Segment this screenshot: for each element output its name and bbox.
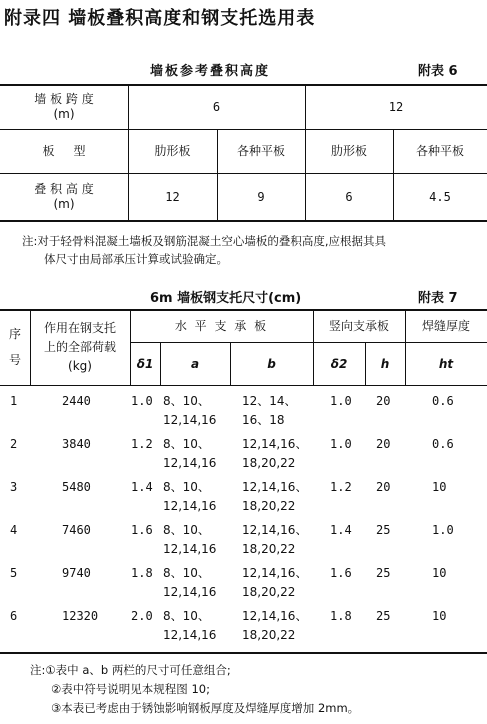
- span-label: 墙 板 跨 度: [34, 92, 94, 106]
- row-b: 12、14、 16、18: [242, 394, 297, 427]
- header-horizontal-plate: 水 平 支 承 板: [174, 318, 269, 333]
- row-ht: 0.6: [432, 437, 454, 451]
- header-ht: ht: [438, 356, 454, 371]
- type-flat-6: 各种平板: [236, 144, 285, 158]
- row-load: 7460: [62, 523, 91, 537]
- row-seq: 1: [10, 394, 18, 408]
- page-title: 附录四 墙板叠积高度和钢支托选用表: [4, 8, 316, 29]
- height-ribbed-12: 6: [345, 189, 353, 204]
- header-b: b: [267, 356, 276, 371]
- row-h: 25: [376, 523, 391, 537]
- row-load: 9740: [62, 566, 91, 580]
- header-h: h: [380, 356, 390, 371]
- row-ht: 1.0: [432, 523, 454, 537]
- row-b: 12,14,16、 18,20,22: [242, 480, 308, 513]
- row-seq: 3: [10, 480, 18, 494]
- header-delta1: δ1: [136, 356, 154, 371]
- type-ribbed-6: 肋形板: [154, 144, 191, 158]
- row-delta1: 1.6: [131, 523, 153, 537]
- row-h: 20: [376, 480, 391, 494]
- row-delta1: 1.8: [131, 566, 153, 580]
- table6-tag: 附表 6: [418, 64, 458, 79]
- height-ribbed-6: 12: [165, 189, 180, 204]
- note7-line2: ②表中符号说明见本规程图 10;: [51, 682, 210, 696]
- header-weld-thickness: 焊缝厚度: [421, 318, 470, 333]
- header-load-1: 作用在钢支托: [43, 321, 116, 335]
- row-load: 2440: [62, 394, 91, 408]
- table6-caption: 墙板参考叠积高度: [150, 64, 271, 79]
- row-delta1: 1.0: [131, 394, 153, 408]
- row-a: 8、10、 12,14,16: [163, 480, 217, 513]
- type-flat-12: 各种平板: [415, 144, 464, 158]
- span-value-6: 6: [212, 99, 221, 114]
- header-load-3: (kg): [68, 359, 92, 373]
- row-ht: 10: [432, 609, 447, 623]
- row-a: 8、10、 12,14,16: [163, 523, 217, 556]
- row-ht: 0.6: [432, 394, 454, 408]
- row-delta2: 1.0: [330, 394, 352, 408]
- row-a: 8、10、 12,14,16: [163, 609, 217, 642]
- header-a: a: [190, 356, 200, 371]
- row-delta1: 2.0: [131, 609, 153, 623]
- row-h: 25: [376, 609, 391, 623]
- row-seq: 5: [10, 566, 18, 580]
- row-delta2: 1.6: [330, 566, 352, 580]
- row-delta2: 1.8: [330, 609, 352, 623]
- row-ht: 10: [432, 480, 447, 494]
- row-b: 12,14,16、 18,20,22: [242, 566, 308, 599]
- row-a: 8、10、 12,14,16: [163, 566, 217, 599]
- span-unit: (m): [53, 107, 75, 121]
- header-seq: 序 号: [8, 327, 21, 367]
- row-load: 12320: [62, 609, 99, 623]
- table7-caption: 6m 墙板钢支托尺寸(cm): [150, 291, 302, 306]
- row-seq: 6: [10, 609, 18, 623]
- row-load: 5480: [62, 480, 91, 494]
- type-label: 板 型: [42, 144, 86, 158]
- row-b: 12,14,16、 18,20,22: [242, 437, 308, 470]
- row-delta1: 1.2: [131, 437, 153, 451]
- height-unit: (m): [53, 197, 75, 211]
- row-h: 20: [376, 394, 391, 408]
- row-h: 20: [376, 437, 391, 451]
- row-delta2: 1.4: [330, 523, 352, 537]
- row-a: 8、10、 12,14,16: [163, 437, 217, 470]
- row-seq: 2: [10, 437, 18, 451]
- height-flat-6: 9: [257, 189, 265, 204]
- row-seq: 4: [10, 523, 18, 537]
- row-delta2: 1.0: [330, 437, 352, 451]
- row-ht: 10: [432, 566, 447, 580]
- note6-line1: 注:对于轻骨料混凝土墙板及钢筋混凝土空心墙板的叠积高度,应根据其具: [22, 234, 387, 248]
- row-b: 12,14,16、 18,20,22: [242, 523, 308, 556]
- row-h: 25: [376, 566, 391, 580]
- header-load-2: 上的全部荷载: [43, 340, 116, 354]
- type-ribbed-12: 肋形板: [330, 144, 367, 158]
- header-delta2: δ2: [330, 356, 348, 371]
- span-value-12: 12: [388, 99, 404, 114]
- note6-line2: 体尺寸由局部承压计算或试验确定。: [44, 252, 228, 266]
- note7-line3: ③本表已考虑由于锈蚀影响钢板厚度及焊缝厚度增加 2mm。: [51, 701, 360, 715]
- note7-line1: 注:①表中 a、b 两栏的尺寸可任意组合;: [30, 663, 231, 677]
- header-vertical-plate: 竖向支承板: [328, 318, 389, 333]
- height-flat-12: 4.5: [429, 189, 451, 204]
- row-a: 8、10、 12,14,16: [163, 394, 217, 427]
- row-delta1: 1.4: [131, 480, 153, 494]
- row-b: 12,14,16、 18,20,22: [242, 609, 308, 642]
- row-delta2: 1.2: [330, 480, 352, 494]
- row-load: 3840: [62, 437, 91, 451]
- height-label: 叠 积 高 度: [34, 182, 94, 196]
- table7-tag: 附表 7: [418, 291, 458, 306]
